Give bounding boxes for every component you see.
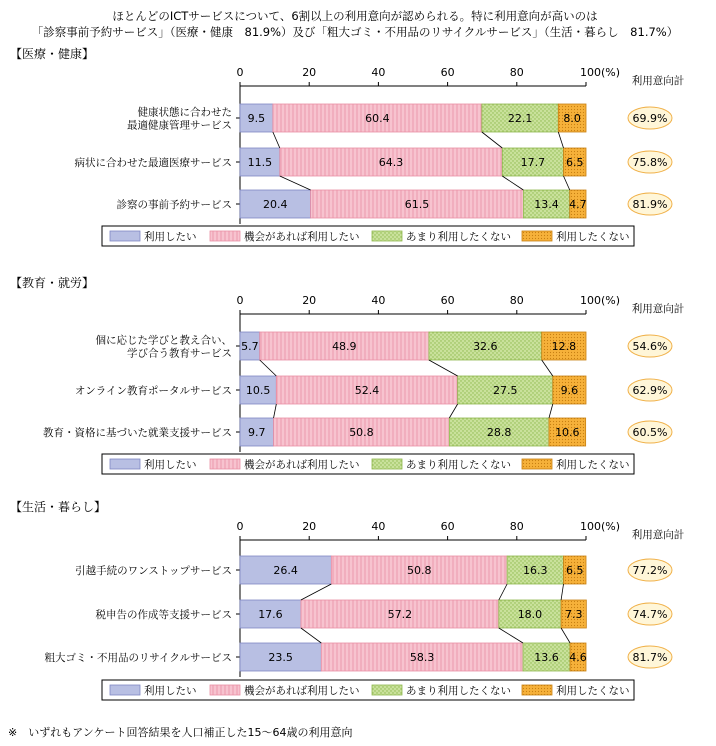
- tick-label: 80: [509, 294, 524, 307]
- panel-title: 【医療・健康】: [10, 47, 95, 61]
- chart-panel-3: [10, 499, 684, 700]
- value-label: 11.5: [247, 156, 273, 169]
- connector-line: [549, 404, 553, 418]
- value-label: 4.6: [569, 651, 587, 664]
- value-label: 28.8: [486, 426, 512, 439]
- legend-label: 利用したい: [144, 459, 197, 471]
- value-label: 58.3: [409, 651, 435, 664]
- value-label: 64.3: [378, 156, 404, 169]
- value-label: 60.4: [365, 112, 390, 125]
- legend-label: 利用したくない: [556, 459, 630, 471]
- category-label: オンライン教育ポータルサービス: [74, 385, 232, 397]
- category-label: 学び合う教育サービス: [127, 347, 232, 360]
- legend-swatch: [110, 459, 140, 469]
- connector-line: [502, 176, 523, 190]
- legend-swatch: [110, 685, 140, 695]
- value-label: 20.4: [263, 198, 288, 211]
- tick-label: 40: [371, 520, 386, 533]
- tick-label: 40: [371, 294, 386, 307]
- tick-label: 100(%): [580, 520, 621, 533]
- connector-line: [558, 132, 563, 148]
- connector-line: [561, 628, 570, 643]
- value-label: 32.6: [473, 340, 498, 353]
- tick-label: 100(%): [580, 294, 621, 307]
- legend-swatch: [372, 231, 402, 241]
- legend-label: 利用したくない: [556, 685, 630, 697]
- value-label: 13.6: [534, 651, 559, 664]
- legend-label: あまり利用したくない: [406, 231, 511, 243]
- legend-swatch: [210, 685, 240, 695]
- category-label: 引越手続のワンストップサービス: [75, 565, 232, 577]
- legend-label: 利用したい: [144, 685, 197, 697]
- total-value: 81.9%: [632, 198, 668, 211]
- tick-label: 0: [236, 66, 244, 79]
- legend-swatch: [372, 685, 402, 695]
- value-label: 9.6: [560, 384, 579, 397]
- legend-swatch: [210, 459, 240, 469]
- tick-label: 20: [302, 66, 317, 79]
- value-label: 57.2: [387, 608, 413, 621]
- category-label: 個に応じた学びと教え合い、: [95, 334, 232, 347]
- total-value: 74.7%: [632, 608, 668, 621]
- tick-label: 80: [509, 66, 524, 79]
- value-label: 16.3: [523, 564, 548, 577]
- value-label: 17.6: [258, 608, 283, 621]
- category-label: 診察の事前予約サービス: [116, 199, 232, 211]
- category-label: 最適健康管理サービス: [127, 119, 232, 132]
- legend-label: あまり利用したくない: [406, 685, 511, 697]
- value-label: 9.5: [247, 112, 266, 125]
- totals-header: 利用意向計: [631, 75, 685, 87]
- total-value: 81.7%: [632, 651, 668, 664]
- connector-line: [542, 360, 553, 376]
- total-value: 54.6%: [632, 340, 668, 353]
- connector-line: [301, 628, 321, 643]
- value-label: 23.5: [268, 651, 293, 664]
- total-value: 60.5%: [632, 426, 668, 439]
- value-label: 50.8: [349, 426, 374, 439]
- tick-label: 80: [509, 520, 524, 533]
- value-label: 50.8: [406, 564, 432, 577]
- tick-label: 20: [302, 520, 317, 533]
- connector-line: [482, 132, 502, 148]
- value-label: 48.9: [332, 340, 357, 353]
- tick-label: 60: [440, 66, 455, 79]
- category-label: 健康状態に合わせた: [137, 106, 232, 119]
- panel-title: 【生活・暮らし】: [10, 500, 107, 514]
- legend-swatch: [522, 459, 552, 469]
- value-label: 5.7: [241, 340, 259, 353]
- connector-line: [260, 360, 277, 376]
- legend-label: 機会があれば利用したい: [244, 231, 360, 243]
- legend-swatch: [522, 231, 552, 241]
- legend-label: あまり利用したくない: [406, 459, 511, 471]
- legend-swatch: [110, 231, 140, 241]
- connector-line: [564, 176, 570, 190]
- value-label: 27.5: [492, 384, 518, 397]
- totals-header: 利用意向計: [631, 529, 685, 541]
- value-label: 7.3: [564, 608, 583, 621]
- connector-line: [499, 628, 523, 643]
- value-label: 26.4: [273, 564, 298, 577]
- panel-title: 【教育・就労】: [10, 276, 95, 290]
- category-label: 教育・資格に基づいた就業支援サービス: [43, 427, 232, 439]
- value-label: 6.5: [566, 156, 584, 169]
- legend-label: 利用したい: [144, 231, 197, 243]
- tick-label: 60: [440, 294, 455, 307]
- category-label: 病状に合わせた最適医療サービス: [74, 157, 232, 169]
- category-label: 税申告の作成等支援サービス: [95, 609, 232, 621]
- legend-swatch: [522, 685, 552, 695]
- total-value: 77.2%: [632, 564, 668, 577]
- value-label: 10.6: [555, 426, 580, 439]
- legend-label: 機会があれば利用したい: [244, 685, 360, 697]
- value-label: 6.5: [566, 564, 584, 577]
- value-label: 9.7: [248, 426, 266, 439]
- connector-line: [429, 360, 458, 376]
- legend-swatch: [210, 231, 240, 241]
- value-label: 4.7: [569, 198, 587, 211]
- legend-label: 機会があれば利用したい: [244, 459, 360, 471]
- value-label: 13.4: [534, 198, 559, 211]
- chart-panel-2: [10, 275, 684, 474]
- legend-swatch: [372, 459, 402, 469]
- value-label: 61.5: [404, 198, 430, 211]
- legend-label: 利用したくない: [556, 231, 630, 243]
- value-label: 12.8: [551, 340, 577, 353]
- category-label: 粗大ゴミ・不用品のリサイクルサービス: [44, 652, 232, 664]
- value-label: 52.4: [354, 384, 380, 397]
- value-label: 8.0: [563, 112, 581, 125]
- value-label: 10.5: [245, 384, 271, 397]
- connector-line: [301, 584, 331, 600]
- tick-label: 0: [236, 294, 244, 307]
- connector-line: [449, 404, 457, 418]
- tick-label: 0: [236, 520, 244, 533]
- value-label: 18.0: [517, 608, 543, 621]
- connector-line: [499, 584, 507, 600]
- total-value: 62.9%: [632, 384, 668, 397]
- connector-line: [273, 132, 280, 148]
- header-line-1: ほとんどのICTサービスについて、6割以上の利用意向が認められる。特に利用意向が高いのは: [112, 9, 598, 23]
- value-label: 17.7: [520, 156, 546, 169]
- total-value: 69.9%: [632, 112, 668, 125]
- totals-header: 利用意向計: [631, 303, 685, 315]
- total-value: 75.8%: [632, 156, 668, 169]
- header-line-2: 「診察事前予約サービス」（医療・健康 81.9%）及び「粗大ゴミ・不用品のリサイクルサービス」（生活・暮らし 81.7%）: [31, 25, 679, 39]
- connector-line: [280, 176, 311, 190]
- tick-label: 60: [440, 520, 455, 533]
- connector-line: [561, 584, 563, 600]
- tick-label: 40: [371, 66, 386, 79]
- value-label: 22.1: [507, 112, 533, 125]
- footnote: ※ いずれもアンケート回答結果を人口補正した15〜64歳の利用意向: [8, 726, 353, 739]
- chart-panel-1: [10, 46, 684, 246]
- tick-label: 100(%): [580, 66, 621, 79]
- connector-line: [274, 404, 277, 418]
- tick-label: 20: [302, 294, 317, 307]
